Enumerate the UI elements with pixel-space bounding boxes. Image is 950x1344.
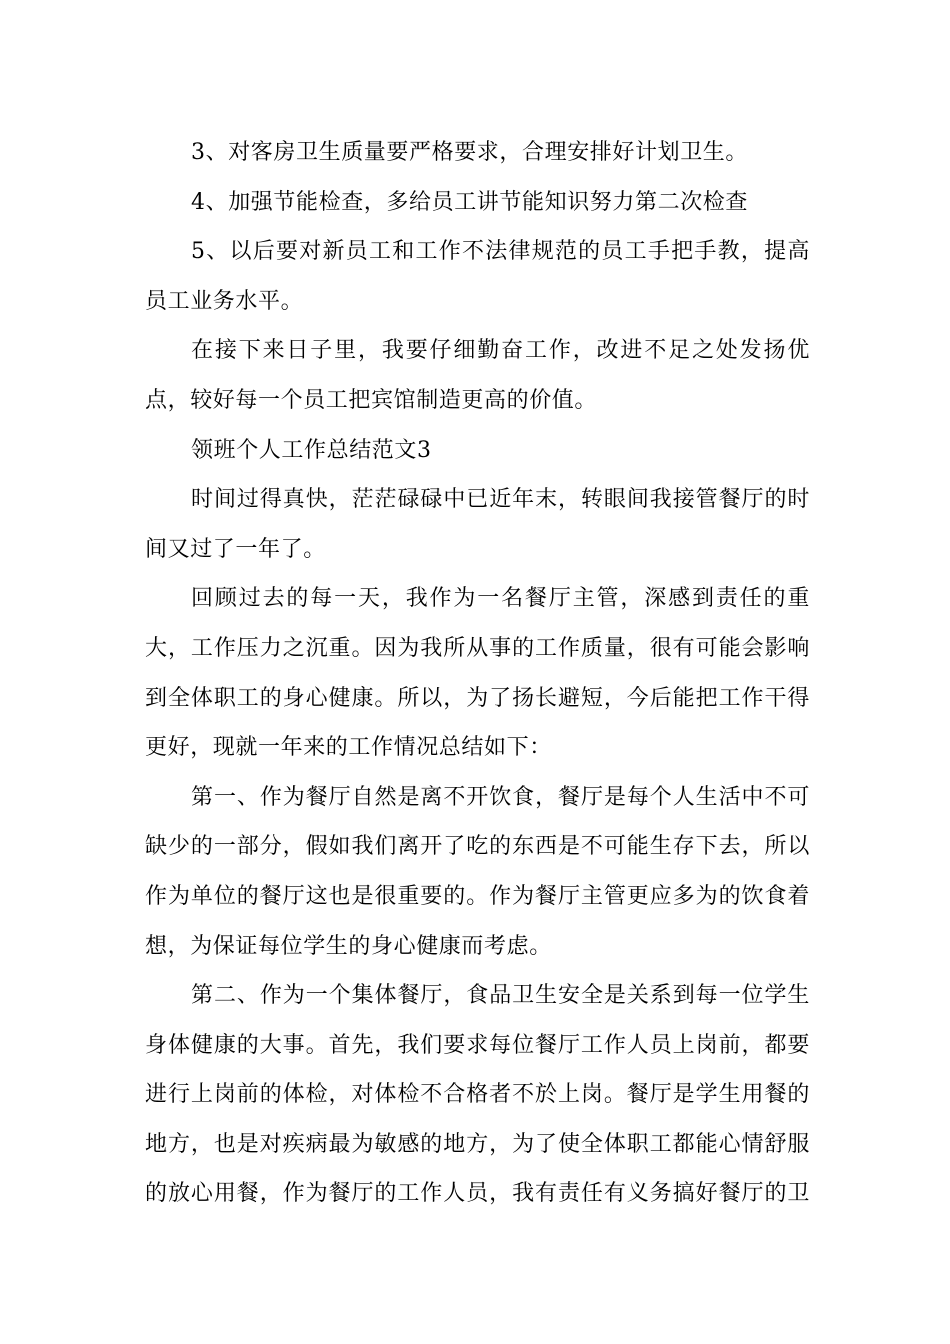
paragraph-item-3: 3、对客房卫生质量要严格要求，合理安排好计划卫生。 xyxy=(191,140,748,165)
paragraph-first-point: 第一、作为餐厅自然是离不开饮食，餐厅是每个人生活中不可缺少的一部分，假如我们离开了吃的东西是不可能生存下去，所以作为单位的餐厅这也是很重要的。作为餐厅主管更应多为的饮食着想，为保证每位学生的身心健康而考虑。 xyxy=(145,784,810,959)
paragraph-outlook: 在接下来日子里，我要仔细勤奋工作，改进不足之处发扬优点，较好每一个员工把宾馆制造更高的价值。 xyxy=(145,338,810,413)
paragraph-review: 回顾过去的每一天，我作为一名餐厅主管，深感到责任的重大，工作压力之沉重。因为我所从事的工作质量，很有可能会影响到全体职工的身心健康。所以，为了扬长避短，今后能把工作干得更好，现就一年来的工作情况总结如下： xyxy=(145,586,810,761)
paragraph-item-4: 4、加强节能检查，多给员工讲节能知识努力第二次检查 xyxy=(191,189,748,215)
section-heading: 领班个人工作总结范文3 xyxy=(191,437,432,463)
paragraph-second-point: 第二、作为一个集体餐厅，食品卫生安全是关系到每一位学生身体健康的大事。首先，我们要求每位餐厅工作人员上岗前，都要进行上岗前的体检，对体检不合格者不於上岗。餐厅是学生用餐的地方，也是对疾病最为敏感的地方，为了使全体职工都能心情舒服的放心用餐，作为餐厅的工作人员，我有责任有义务搞好餐厅的卫 xyxy=(145,983,810,1207)
paragraph-intro: 时间过得真快，茫茫碌碌中已近年末，转眼间我接管餐厅的时间又过了一年了。 xyxy=(145,487,810,562)
document-body xyxy=(145,128,810,1219)
paragraph-item-5: 5、以后要对新员工和工作不法律规范的员工手把手教，提高员工业务水平。 xyxy=(145,239,810,314)
